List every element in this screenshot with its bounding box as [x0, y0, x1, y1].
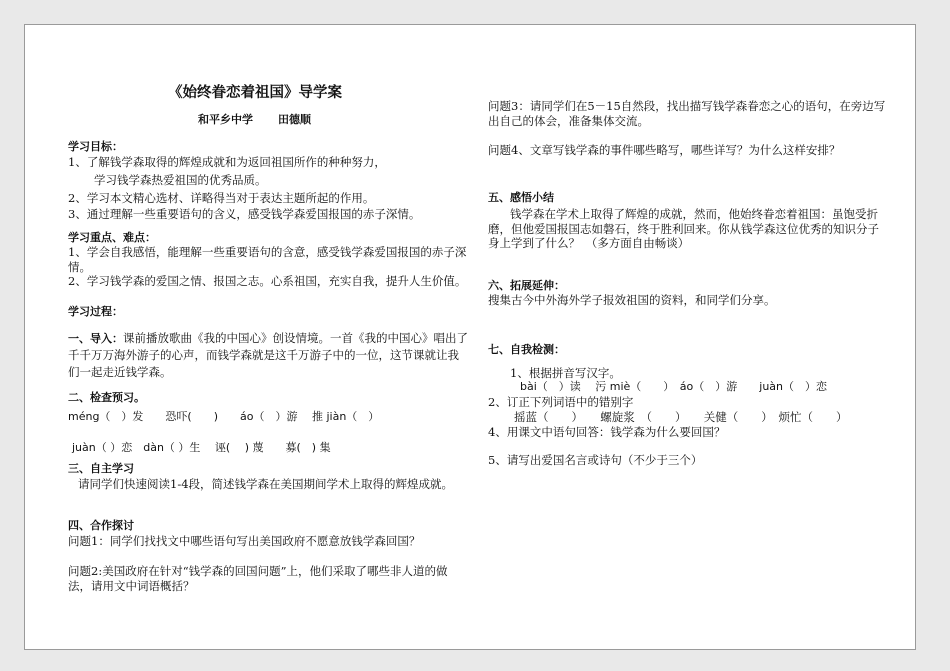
preview-row-1: méng（ ）发 恐吓( ) áo（ ）游 推 jiàn（ ）	[68, 410, 380, 423]
process-heading: 学习过程：	[68, 305, 123, 318]
self-study-heading: 三、自主学习	[68, 462, 134, 475]
key-2: 2、学习钱学森的爱国之情、报国之志。心系祖国，充实自我，提升人生价值。	[68, 274, 467, 288]
question-3: 问题3：请同学们在5－15自然段，找出描写钱学森眷恋之心的语句，在旁边写出自己的体会，准备集体交流。	[488, 99, 886, 128]
intro-text: 课前播放歌曲《我的中国心》创设情境。一首《我的中国心》唱出了千千万万海外游子的心声，而钱学森就是这千万游子中的一位，这节课就让我们一起走近钱学森。	[68, 331, 468, 379]
question-2: 问题2:美国政府在针对“钱学森的回国问题”上，他们采取了哪些非人道的做法，请用文中词语概括？	[68, 564, 448, 593]
key-heading: 学习重点、难点：	[68, 231, 156, 244]
school-name: 和平乡中学	[198, 113, 253, 126]
doc-title: 《始终眷恋着祖国》导学案	[168, 85, 342, 101]
goal-1-cont: 学习钱学森热爱祖国的优秀品质。	[94, 173, 267, 187]
intro-heading: 一、导入：	[68, 332, 123, 345]
goal-3: 3、通过理解一些重要语句的含义，感受钱学森爱国报国的赤子深情。	[68, 207, 421, 221]
test-5: 5、请写出爱国名言或诗句（不少于三个）	[488, 453, 703, 467]
summary-heading: 五、感悟小结	[488, 191, 554, 204]
question-1: 问题1：同学们找找文中哪些语句写出美国政府不愿意放钱学森回国？	[68, 534, 421, 548]
coop-heading: 四、合作探讨	[68, 519, 134, 532]
test-2: 2、订正下列词语中的错别字	[488, 395, 634, 409]
intro-section	[68, 330, 468, 381]
test-1-row: bài（ ）读 污 miè（ ） áo（ ）游 juàn（ ）恋	[520, 380, 828, 393]
question-4: 问题4、文章写钱学森的事件哪些略写，哪些详写？为什么这样安排？	[488, 143, 841, 157]
test-2-row: 摇蓝（ ） 螺旋浆 （ ） 关健（ ） 烦忙（ ）	[514, 410, 848, 424]
self-study-text: 请同学们快速阅读1-4段，简述钱学森在美国期间学术上取得的辉煌成就。	[78, 477, 454, 491]
goals-heading: 学习目标：	[68, 140, 123, 153]
teacher-name: 田德顺	[278, 113, 311, 126]
preview-row-2: juàn（ ）恋 dàn（ ）生 诬( ) 蔑 募( ) 集	[72, 441, 331, 454]
preview-heading: 二、检查预习。	[68, 391, 145, 404]
summary-text: 钱学森在学术上取得了辉煌的成就，然而，他始终眷恋着祖国：虽饱受折磨，但他爱国报国志如磐石，终于胜利回来。你从钱学森这位优秀的知识分子身上学到了什么？ （多方面自由畅谈）	[488, 207, 879, 250]
goal-1: 1、了解钱学森取得的辉煌成就和为返回祖国所作的种种努力，	[68, 155, 386, 169]
key-1: 1、学会自我感悟，能理解一些重要语句的含意，感受钱学森爱国报国的赤子深情。	[68, 245, 467, 274]
goal-2: 2、学习本文精心选材、详略得当对于表达主题所起的作用。	[68, 191, 375, 205]
test-1: 1、根据拼音写汉字。	[510, 366, 621, 380]
test-4: 4、用课文中语句回答：钱学森为什么要回国？	[488, 425, 726, 439]
extension-heading: 六、拓展延伸：	[488, 279, 565, 292]
extension-text: 搜集古今中外海外学子报效祖国的资料，和同学们分享。	[488, 293, 776, 307]
document-page	[24, 24, 916, 650]
self-test-heading: 七、自我检测：	[488, 343, 565, 356]
